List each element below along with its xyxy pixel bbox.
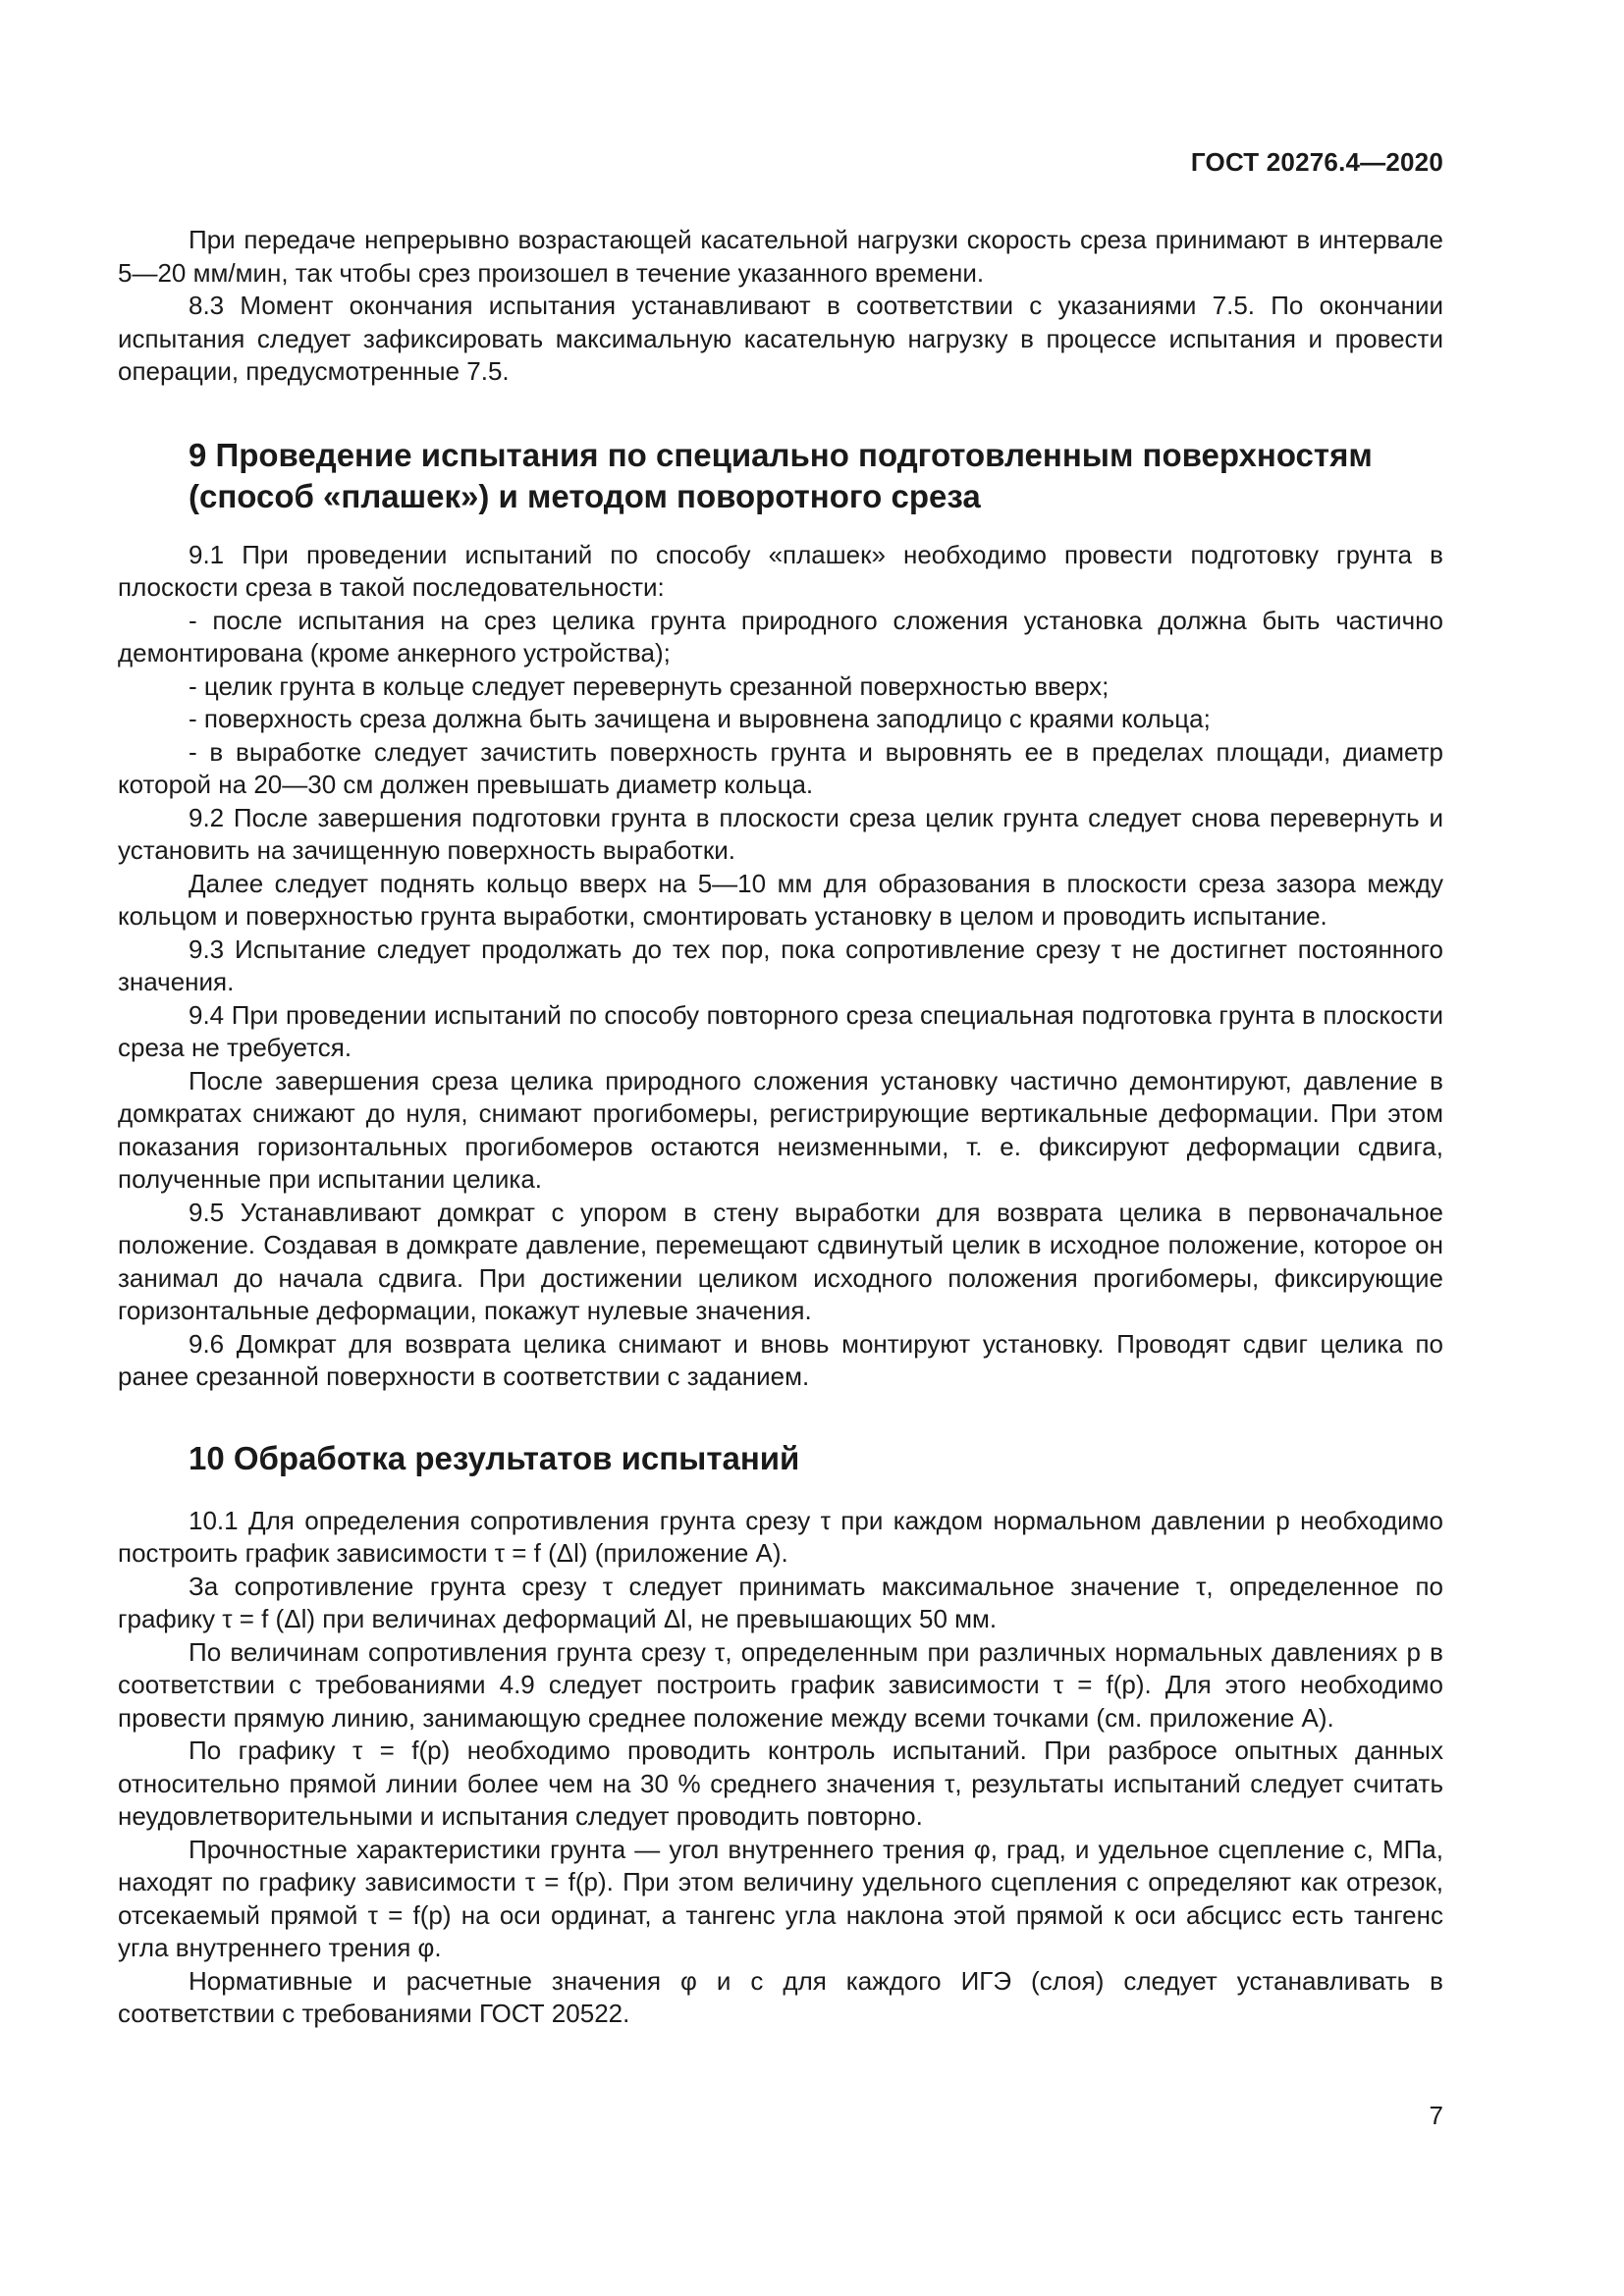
- document-header: ГОСТ 20276.4—2020: [1190, 147, 1443, 177]
- paragraph-9-2: 9.2 После завершения подготовки грунта в плоскости среза целик грунта следует снова перевернуть и установить на зачищенную поверхность выработки.: [118, 802, 1443, 865]
- paragraph-9-4-cont: После завершения среза целика природного сложения установку частично демонтируют, давление в домкратах снижают до нуля, снимают прогибомеры, регистрирующие вертикальные деформации. При этом показания горизонтальных прогибомеров остаются неизменными, т. е. фиксируют деформации сдвига, полученные при испытании целика.: [118, 1065, 1443, 1194]
- paragraph-9-3: 9.3 Испытание следует продолжать до тех пор, пока сопротивление срезу τ не достигнет постоянного значения.: [118, 934, 1443, 996]
- list-item: - в выработке следует зачистить поверхность грунта и выровнять ее в пределах площади, диаметр которой на 20—30 см должен превышать диаметр кольца.: [118, 736, 1443, 799]
- paragraph-9-1: 9.1 При проведении испытаний по способу «плашек» необходимо провести подготовку грунта в плоскости среза в такой последовательности:: [118, 539, 1443, 602]
- paragraph-9-4: 9.4 При проведении испытаний по способу повторного среза специальная подготовка грунта в плоскости среза не требуется.: [118, 999, 1443, 1062]
- paragraph-9-2-cont: Далее следует поднять кольцо вверх на 5—10 мм для образования в плоскости среза зазора между кольцом и поверхностью грунта выработки, смонтировать установку в целом и проводить испытание.: [118, 868, 1443, 931]
- paragraph-intro-1: При передаче непрерывно возрастающей касательной нагрузки скорость среза принимают в интервале 5—20 мм/мин, так чтобы срез произошел в течение указанного времени.: [118, 225, 1443, 288]
- paragraph-10-1-e: Прочностные характеристики грунта — угол внутреннего трения φ, град, и удельное сцепление c, МПа, находят по графику зависимости τ = f(p). При этом величину удельного сцепления c определяют как отрезок, отсекаемый прямой τ = f(p) на оси ординат, а тангенс угла наклона этой прямой к оси абсцисс есть тангенс угла внутреннего трения φ.: [118, 1834, 1443, 1962]
- paragraph-10-1-b: За сопротивление грунта срезу τ следует принимать максимальное значение τ, определенное по графику τ = f (Δl) при величинах деформаций Δl, не превышающих 50 мм.: [118, 1571, 1443, 1633]
- section-10-heading: 10 Обработка результатов испытаний: [189, 1439, 800, 1476]
- document-page: [118, 0, 1443, 2296]
- paragraph-8-3: 8.3 Момент окончания испытания устанавливают в соответствии с указаниями 7.5. По окончании испытания следует зафиксировать максимальную касательную нагрузку в процессе испытания и провести операции, предусмотренные 7.5.: [118, 291, 1443, 386]
- paragraph-9-5: 9.5 Устанавливают домкрат с упором в стену выработки для возврата целика в первоначальное положение. Создавая в домкрате давление, перемещают сдвинутый целик в исходное положение, которое он занимал до начала сдвига. При достижении целиком исходного положения прогибомеры, фиксирующие горизонтальные деформации, покажут нулевые значения.: [118, 1197, 1443, 1325]
- list-item: - целик грунта в кольце следует перевернуть срезанной поверхностью вверх;: [189, 670, 1110, 701]
- paragraph-9-6: 9.6 Домкрат для возврата целика снимают и вновь монтируют установку. Проводят сдвиг целика по ранее срезанной поверхности в соответствии с заданием.: [118, 1328, 1443, 1391]
- list-item: - поверхность среза должна быть зачищена и выровнена заподлицо с краями кольца;: [189, 704, 1211, 733]
- paragraph-10-1-f: Нормативные и расчетные значения φ и c для каждого ИГЭ (слоя) следует устанавливать в соответствии с требованиями ГОСТ 20522.: [118, 1965, 1443, 2028]
- paragraph-10-1-c: По величинам сопротивления грунта срезу τ, определенным при различных нормальных давлениях p в соответствии с требованиями 4.9 следует построить график зависимости τ = f(p). Для этого необходимо провести прямую линию, занимающую среднее положение между всеми точками (см. приложение А).: [118, 1636, 1443, 1733]
- document-body: [118, 224, 1443, 2031]
- paragraph-10-1: 10.1 Для определения сопротивления грунта срезу τ при каждом нормальном давлении p необходимо построить график зависимости τ = f (Δl) (приложение А).: [118, 1505, 1443, 1568]
- paragraph-10-1-d: По графику τ = f(p) необходимо проводить контроль испытаний. При разбросе опытных данных относительно прямой линии более чем на 30 % среднего значения τ, результаты испытаний следует считать неудовлетворительными и испытания следует проводить повторно.: [118, 1735, 1443, 1831]
- page-number: 7: [1429, 2101, 1443, 2130]
- section-9-heading: 9 Проведение испытания по специально подготовленным поверхностям (способ «плашек») и методом поворотного среза: [189, 436, 1373, 514]
- list-item: - после испытания на срез целика грунта природного сложения установка должна быть частично демонтирована (кроме анкерного устройства);: [118, 605, 1443, 667]
